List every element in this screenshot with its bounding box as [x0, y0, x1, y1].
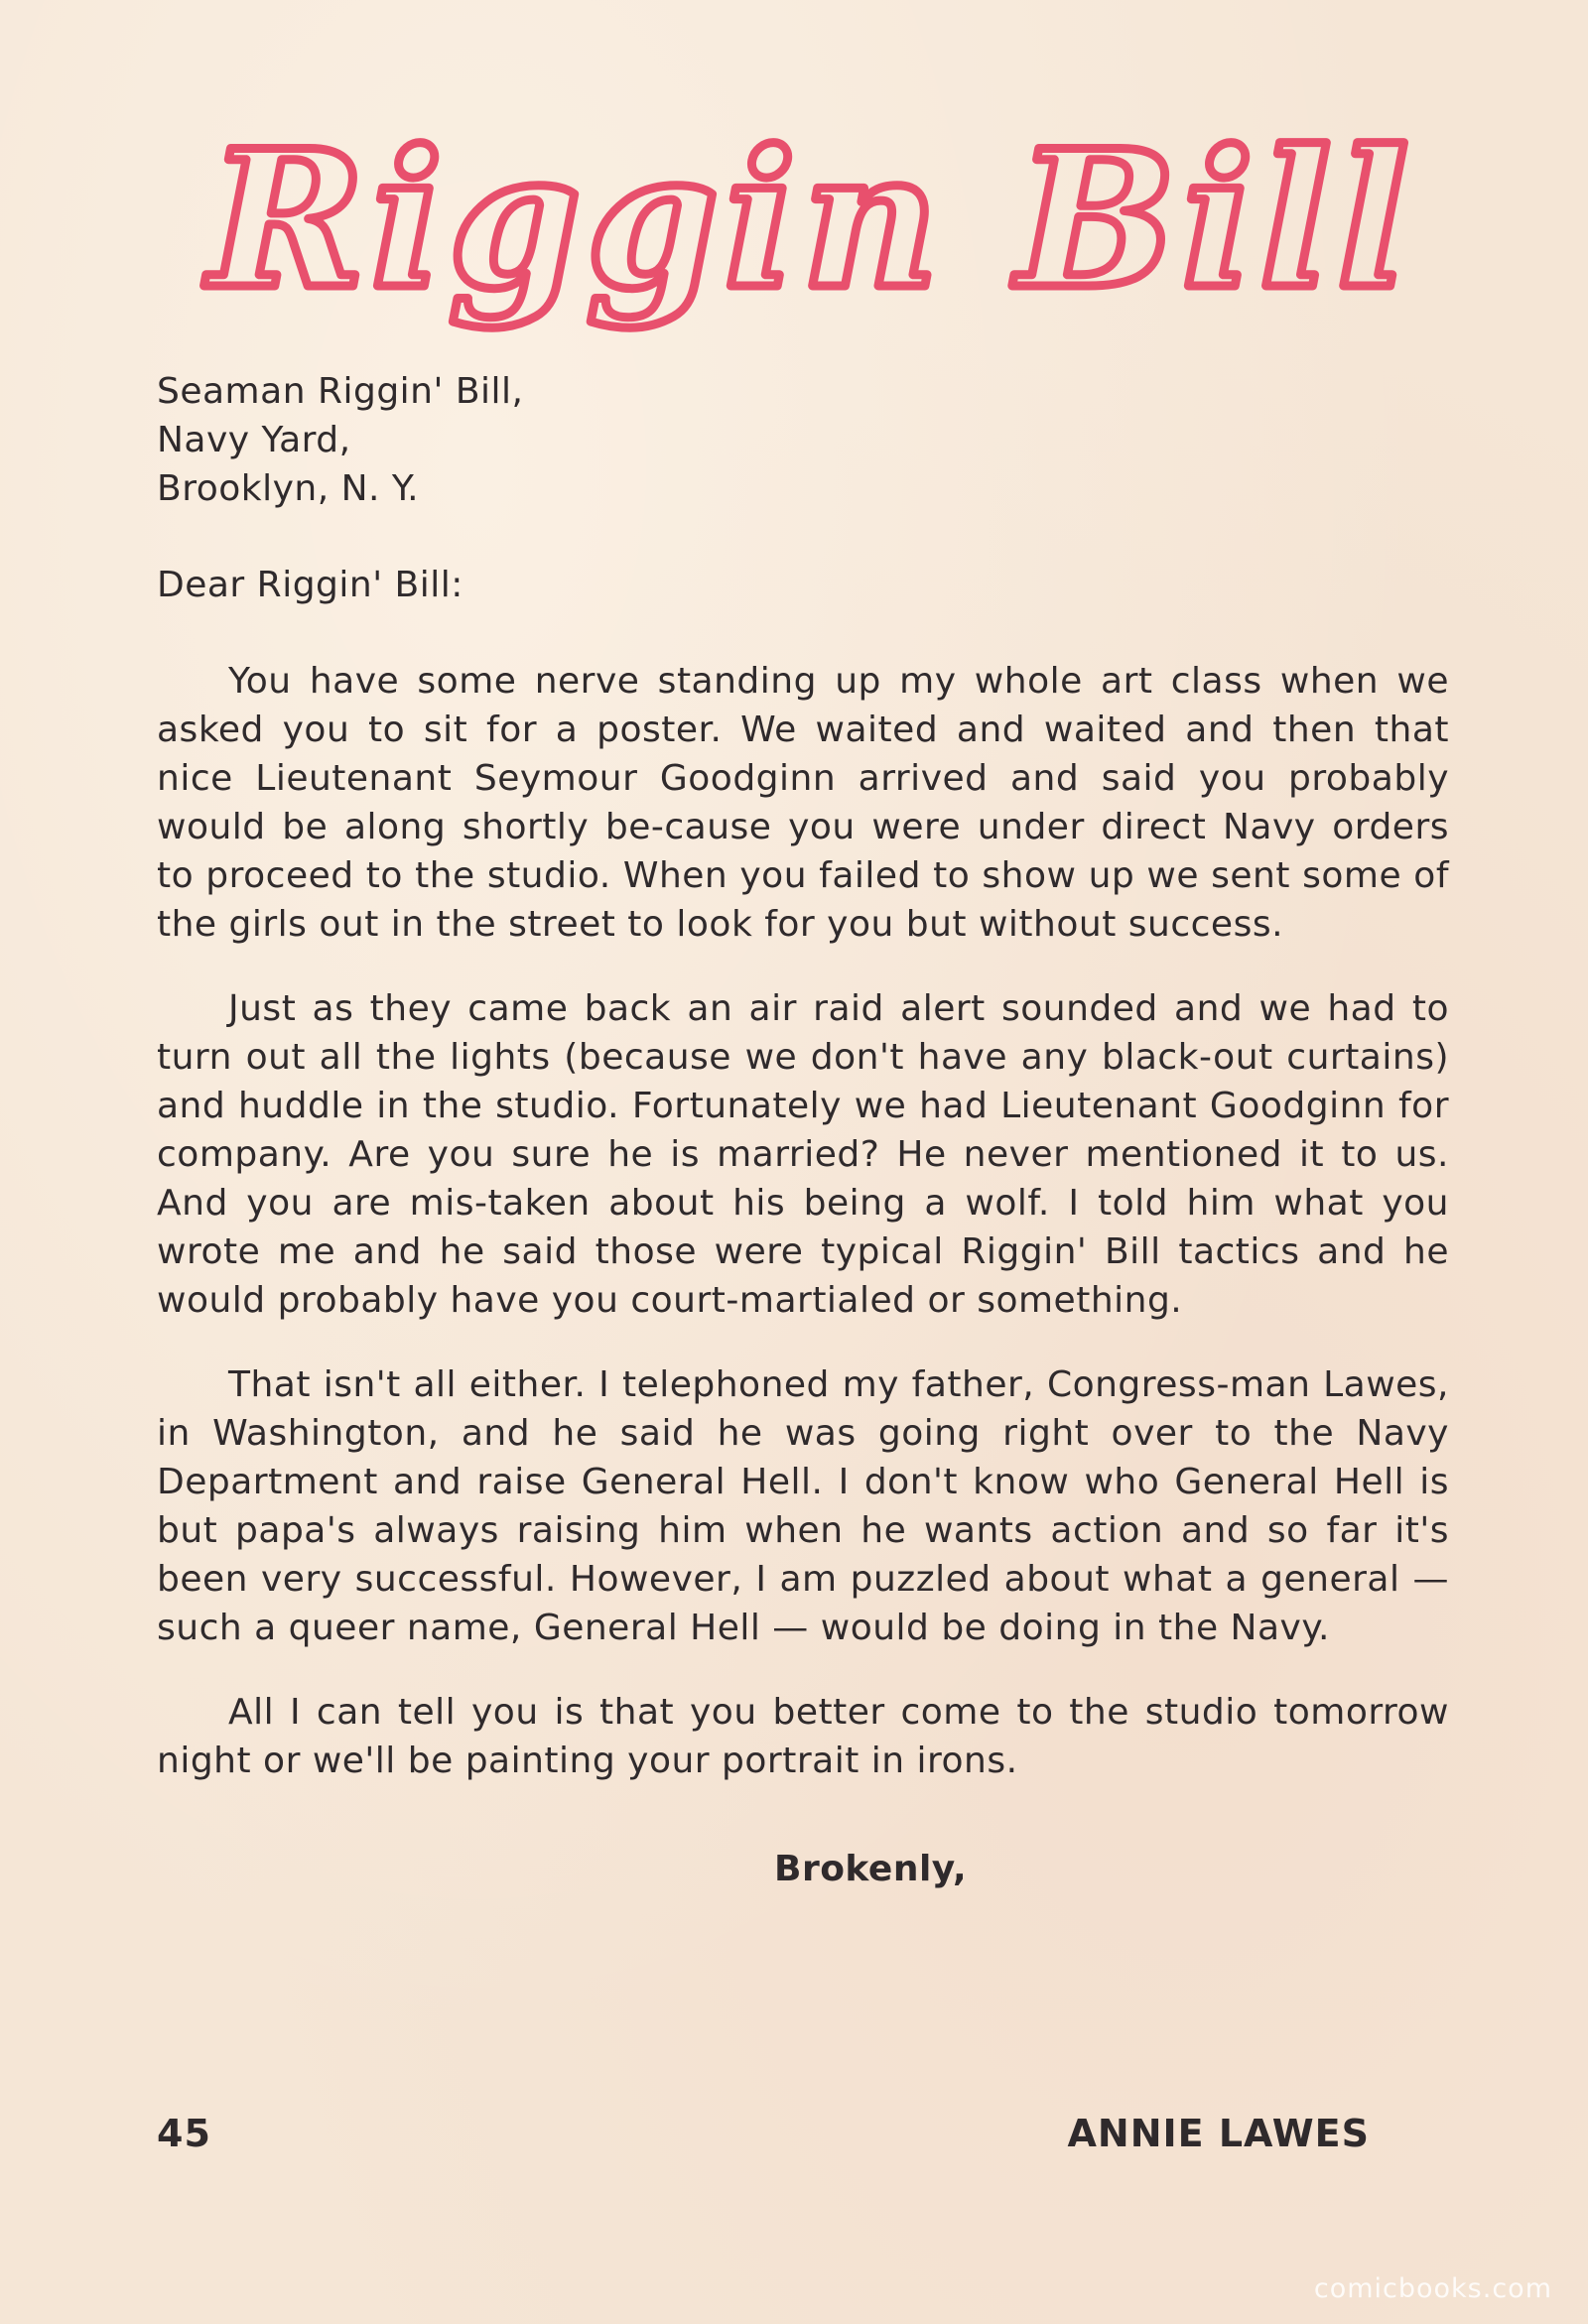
- script-title: [189, 117, 1439, 335]
- watermark: comicbooks.com: [1313, 2273, 1552, 2304]
- address-line-3: Brooklyn, N. Y.: [157, 468, 420, 509]
- signer-name: ANNIE LAWES: [1067, 2112, 1370, 2155]
- title-text: Riggin Bill: [208, 117, 1415, 330]
- salutation: Dear Riggin' Bill:: [157, 565, 463, 605]
- letter-paragraphs: [157, 657, 1449, 1785]
- paragraph-4: All I can tell you is that you better come to the studio tomorrow night or we'll be painting your portrait in irons.: [157, 1692, 1449, 1781]
- recipient-address: [157, 367, 1449, 513]
- paragraph-1: You have some nerve standing up my whole art class when we asked you to sit for a poster. We waited and waited and then that nice Lieutenant Seymour Goodginn arrived and said you probably would be along shortly be-cause you were under direct Navy orders to proceed to the studio. When you failed to show up we sent some of the girls out in the street to look for you but without success.: [157, 661, 1449, 945]
- letter-body: [157, 367, 1449, 1893]
- paragraph-3: That isn't all either. I telephoned my father, Congress-man Lawes, in Washington, and he said he was going right over to the Navy Department and raise General Hell. I don't know who General Hell is but papa's always raising him when he wants action and so far it's been very successful. However, I am puzzled about what a general — such a queer name, General Hell — would be doing in the Navy.: [157, 1364, 1449, 1648]
- address-line-2: Navy Yard,: [157, 420, 351, 460]
- paragraph-2: Just as they came back an air raid alert sounded and we had to turn out all the lights (because we don't have any black-out curtains) and huddle in the studio. Fortunately we had Lieutenant Goodginn for company. Are you sure he is married? He never mentioned it to us. And you are mis-taken about his being a wolf. I told him what you wrote me and he said those were typical Riggin' Bill tactics and he would probably have you court-martialed or something.: [157, 988, 1449, 1321]
- page-number: 45: [157, 2112, 211, 2155]
- address-line-1: Seaman Riggin' Bill,: [157, 371, 524, 412]
- closing: Brokenly,: [774, 1849, 968, 1889]
- page-footer: [157, 2112, 1370, 2167]
